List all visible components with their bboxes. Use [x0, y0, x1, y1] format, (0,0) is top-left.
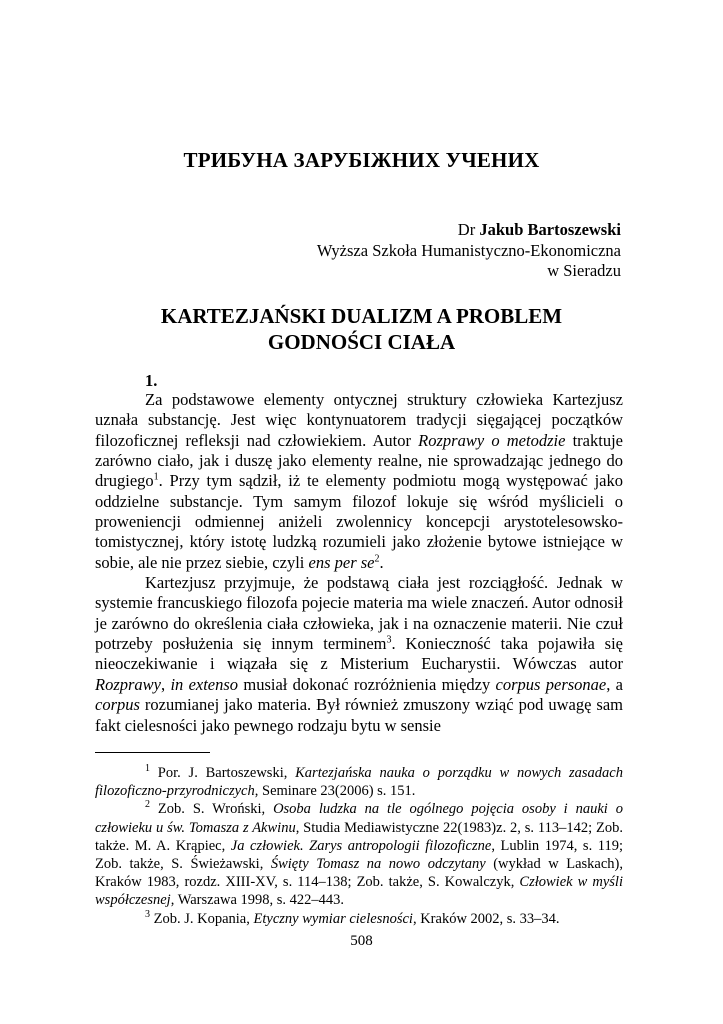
article-title-line-2: GODNOŚCI CIAŁA — [267, 330, 456, 354]
footnote-reference: 2 — [374, 553, 380, 565]
italic-text: Ja człowiek. Zarys antropologii filozoficzne — [230, 837, 492, 854]
section-title: ТРИБУНА ЗАРУБІЖНИХ УЧЕНИХ — [183, 148, 540, 172]
text-run: rozumianej jako materia. Był również zmuszony wziąć pod uwagę sam fakt cielesności jako pewnego rodzaju bytu w sensie — [95, 695, 623, 735]
section-number: 1. — [145, 371, 158, 390]
author-block — [317, 220, 621, 282]
article-title — [0, 303, 723, 355]
italic-text: Rozprawy — [95, 674, 161, 694]
body-paragraph — [95, 573, 623, 736]
italic-text: Święty Tomasz na nowo odczytany — [270, 856, 486, 873]
text-run: Za podstawowe elementy ontycznej struktury człowieka Kartezjusz uznała substancję. Jest więc kontynuatorem tradycji sięgającej początków filozoficznej refleksji nad człowiekiem. Autor — [95, 390, 623, 450]
text-run: , Studia Mediawistyczne 22(1983)z. 2, s. 113–142; Zob. także. M. A. Krąpiec, — [95, 819, 623, 854]
body-text — [95, 390, 623, 736]
text-run: , Warszawa 1998, s. 422–443. — [170, 892, 345, 909]
text-run: , a — [606, 674, 624, 694]
italic-text: Kartezjańska nauka o porządku w nowych zasadach filozoficzno-przyrodniczych — [95, 765, 623, 800]
article-title-line-1: KARTEZJAŃSKI DUALIZM A PROBLEM — [160, 304, 563, 328]
text-run: traktuje zarówno ciało, jak i duszę jako elementy realne, nie sprowadzając jednego do drugiego — [95, 430, 623, 491]
italic-text: Etyczny wymiar cielesności — [253, 910, 413, 927]
italic-text: in extenso — [170, 674, 239, 694]
text-run: Por. J. Bartoszewski, — [150, 765, 296, 781]
text-run: , Kraków 2002, s. 33–34. — [412, 910, 560, 927]
footnote-reference: 1 — [153, 471, 159, 483]
author-name: Jakub Bartoszewski — [479, 220, 621, 239]
footnote-reference: 1 — [145, 763, 150, 775]
text-run: , Lublin 1974, s. 119; Zob. także, S. Świeżawski, — [95, 837, 623, 873]
author-prefix: Dr — [457, 220, 476, 239]
italic-text: Rozprawy o metodzie — [418, 430, 566, 450]
footnote-divider — [95, 752, 210, 753]
page-number: 508 — [350, 933, 373, 949]
text-run: Zob. J. Kopania, — [150, 910, 254, 927]
footnote-reference: 2 — [145, 799, 150, 811]
italic-text: ens per se — [308, 552, 375, 572]
text-run: Kartezjusz przyjmuje, że podstawą ciała jest rozciągłość. Jednak w systemie francuskiego filozofa pojecie materia ma wiele znaczeń. Autor odnosił je zarówno do określenia ciała człowieka, jak i na oznaczenie materii. Nie czuł potrzeby posłużenia się innym terminem — [95, 573, 623, 654]
footnotes — [95, 764, 623, 928]
italic-text: Osoba ludzka na tle ogólnego pojęcia osoby i nauki o człowieku u św. Tomasza z Akwinu — [95, 801, 623, 836]
author-line — [317, 220, 621, 241]
text-run: , — [161, 674, 171, 694]
italic-text: corpus — [95, 695, 140, 715]
italic-text: Człowiek w myśli współczesnej — [95, 874, 623, 909]
text-run: musiał dokonać rozróżnienia między — [238, 674, 496, 694]
footnote — [95, 800, 623, 909]
footnote — [95, 764, 623, 800]
footnote-reference: 3 — [145, 908, 150, 920]
text-run: . Przy tym sądził, iż te elementy podmiotu mogą występować jako oddzielne substancje. Tym samym filozof lokuje się wśród myślicieli o proweniencji odmiennej aniżeli zwolennicy koncepcji arystotelesowsko-tomistycznej, który istotę ludzką rozumieli jako złożenie bytowe istniejące w sobie, ale nie przez siebie, czyli — [95, 471, 623, 572]
text-run: , Seminare 23(2006) s. 151. — [254, 783, 416, 800]
text-run: . — [379, 552, 384, 572]
text-run: (wykład w Laskach), Kraków 1983, rozdz. XIII-XV, s. 114–138; Zob. także, S. Kowalczyk, — [95, 856, 623, 891]
body-paragraph — [95, 390, 623, 573]
author-institution: Wyższa Szkoła Humanistyczno-Ekonomiczna — [316, 240, 621, 260]
text-run: . Konieczność taka pojawiła się nieoczekiwanie i wiązała się z Misterium Eucharystii. Wówczas autor — [95, 634, 624, 674]
footnote — [95, 910, 623, 928]
text-run: Zob. S. Wroński, — [150, 801, 274, 818]
footnote-reference: 3 — [386, 634, 392, 646]
italic-text: corpus personae — [495, 674, 607, 694]
author-location: w Sieradzu — [547, 261, 621, 280]
